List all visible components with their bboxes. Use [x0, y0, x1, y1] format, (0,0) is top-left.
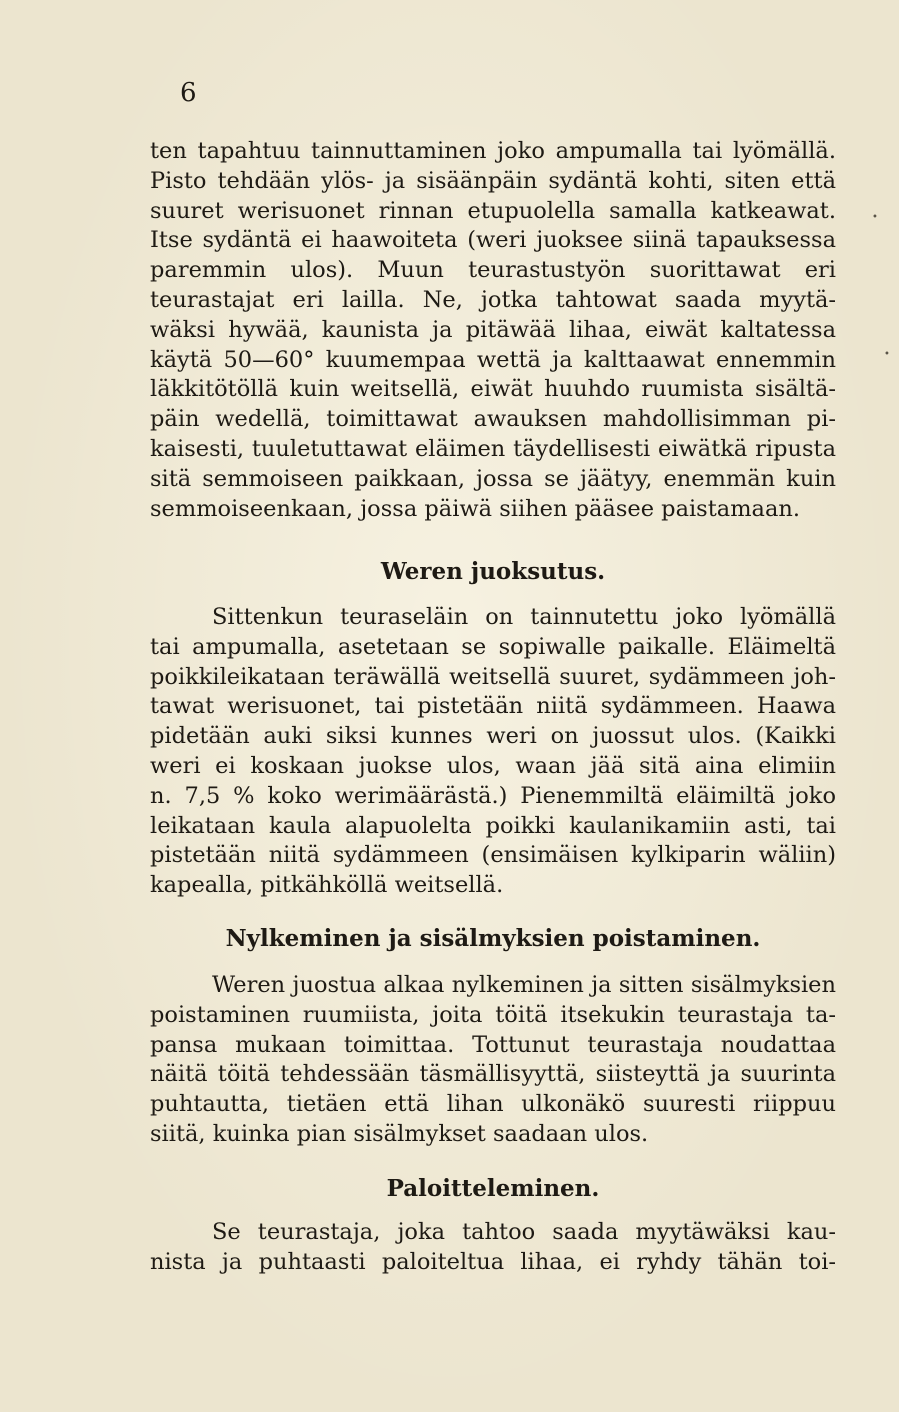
text-line: suuret werisuonet rinnan etupuolella samalla katkeawat. [150, 197, 836, 224]
text-line: Se teurastaja, joka tahtoo saada myytäwäksi kau- [212, 1219, 836, 1245]
text-line: nista ja puhtaasti paloiteltua lihaa, ei ryhdy tähän toi- [150, 1248, 836, 1275]
paragraph-2 [150, 603, 836, 901]
paragraph-1 [150, 137, 836, 524]
margin-speck: • [872, 212, 878, 223]
text-line: pansa mukaan toimittaa. Tottunut teurastaja noudattaa [150, 1031, 836, 1058]
text-line: poikkileikataan teräwällä weitsellä suuret, sydämmeen joh- [150, 663, 836, 690]
text-line: paremmin ulos). Muun teurastustyön suorittawat eri [150, 257, 836, 284]
text-line: Pisto tehdään ylös- ja sisäänpäin sydäntä kohti, siten että [150, 167, 836, 194]
page-number: 6 [180, 78, 197, 108]
text-line: näitä töitä tehdessään täsmällisyyttä, siisteyttä ja suurinta [150, 1061, 836, 1088]
text-line: leikataan kaula alapuolelta poikki kaulanikamiin asti, tai [150, 812, 836, 839]
text-line: kapealla, pitkähköllä weitsellä. [150, 872, 504, 899]
text-line: läkkitötöllä kuin weitsellä, eiwät huuhdo ruumista sisältä- [150, 376, 836, 403]
text-line: wäksi hywää, kaunista ja pitäwää lihaa, eiwät kaltatessa [150, 316, 836, 343]
text-line: Sittenkun teuraseläin on tainnutettu joko lyömällä [212, 604, 836, 630]
text-line: teurastajat eri lailla. Ne, jotka tahtowat saada myytä- [150, 286, 836, 313]
text-line: siitä, kuinka pian sisälmykset saadaan ulos. [150, 1120, 649, 1147]
text-line: Itse sydäntä ei haawoiteta (weri juoksee siinä tapauksessa [150, 227, 836, 254]
text-line: tai ampumalla, asetetaan se sopiwalle paikalle. Eläimeltä [150, 633, 836, 660]
text-line: päin wedellä, toimittawat awauksen mahdollisimman pi- [150, 406, 836, 433]
paragraph-4 [150, 1218, 836, 1278]
text-line: kaisesti, tuuletuttawat eläimen täydellisesti eiwätkä ripusta [150, 435, 836, 462]
text-line: Weren juostua alkaa nylkeminen ja sitten sisälmyksien [212, 972, 836, 998]
section-heading: Weren juoksutus. [380, 558, 606, 585]
text-line: pistetään niitä sydämmeen (ensimäisen kylkiparin wäliin) [150, 842, 836, 869]
text-line: käytä 50—60° kuumempaa wettä ja kalttaawat ennemmin [150, 346, 836, 373]
text-line: n. 7,5 % koko werimäärästä.) Pienemmiltä eläimiltä joko [150, 782, 836, 809]
section-heading: Nylkeminen ja sisälmyksien poistaminen. [225, 925, 761, 952]
margin-speck: • [884, 349, 890, 360]
text-line: weri ei koskaan juokse ulos, waan jää sitä aina elimiin [150, 752, 836, 779]
text-line: ten tapahtuu tainnuttaminen joko ampumalla tai lyömällä. [150, 138, 836, 164]
text-line: tawat werisuonet, tai pistetään niitä sydämmeen. Haawa [150, 693, 836, 720]
text-line: puhtautta, tietäen että lihan ulkonäkö suuresti riippuu [150, 1091, 836, 1118]
section-heading: Paloitteleminen. [386, 1175, 600, 1202]
paragraph-3 [150, 971, 836, 1150]
text-line: sitä semmoiseen paikkaan, jossa se jäätyy, enemmän kuin [150, 465, 836, 492]
text-line: pidetään auki siksi kunnes weri on juossut ulos. (Kaikki [150, 723, 836, 750]
text-line: semmoiseenkaan, jossa päiwä siihen pääsee paistamaan. [150, 495, 800, 522]
text-line: poistaminen ruumiista, joita töitä itsekukin teurastaja ta- [150, 1001, 836, 1028]
